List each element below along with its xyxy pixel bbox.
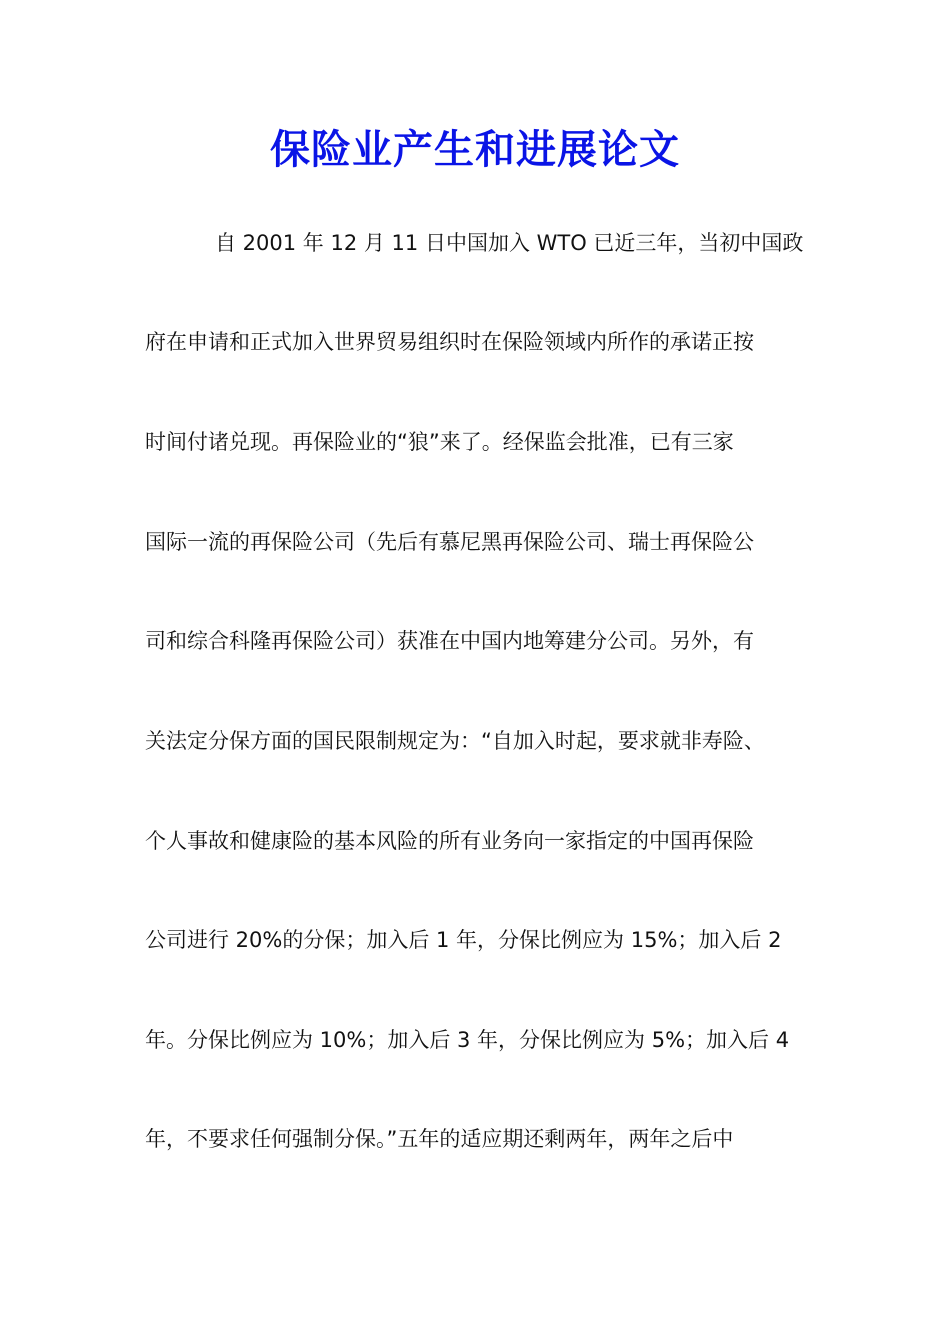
paragraph-line-3: 时间付诸兑现。再保险业的“狼”来了。经保监会批准，已有三家 — [145, 430, 734, 454]
paragraph-line-10: 年，不要求任何强制分保。”五年的适应期还剩两年，两年之后中 — [145, 1127, 734, 1151]
page-title: 保险业产生和进展论文 — [270, 126, 680, 173]
paragraph-line-8: 公司进行 20%的分保；加入后 1 年，分保比例应为 15%；加入后 2 — [145, 928, 782, 952]
paragraph-line-5: 司和综合科隆再保险公司）获准在中国内地筹建分公司。另外，有 — [145, 629, 754, 653]
paragraph-line-7: 个人事故和健康险的基本风险的所有业务向一家指定的中国再保险 — [145, 829, 754, 853]
paragraph-line-1: 自 2001 年 12 月 11 日中国加入 WTO 已近三年，当初中国政 — [215, 231, 804, 255]
paragraph-line-6: 关法定分保方面的国民限制规定为：“自加入时起，要求就非寿险、 — [145, 729, 765, 753]
paragraph-line-2: 府在申请和正式加入世界贸易组织时在保险领域内所作的承诺正按 — [145, 330, 754, 354]
paragraph-line-4: 国际一流的再保险公司（先后有慕尼黑再保险公司、瑞士再保险公 — [145, 530, 754, 554]
paragraph-line-9: 年。分保比例应为 10%；加入后 3 年，分保比例应为 5%；加入后 4 — [145, 1028, 790, 1052]
